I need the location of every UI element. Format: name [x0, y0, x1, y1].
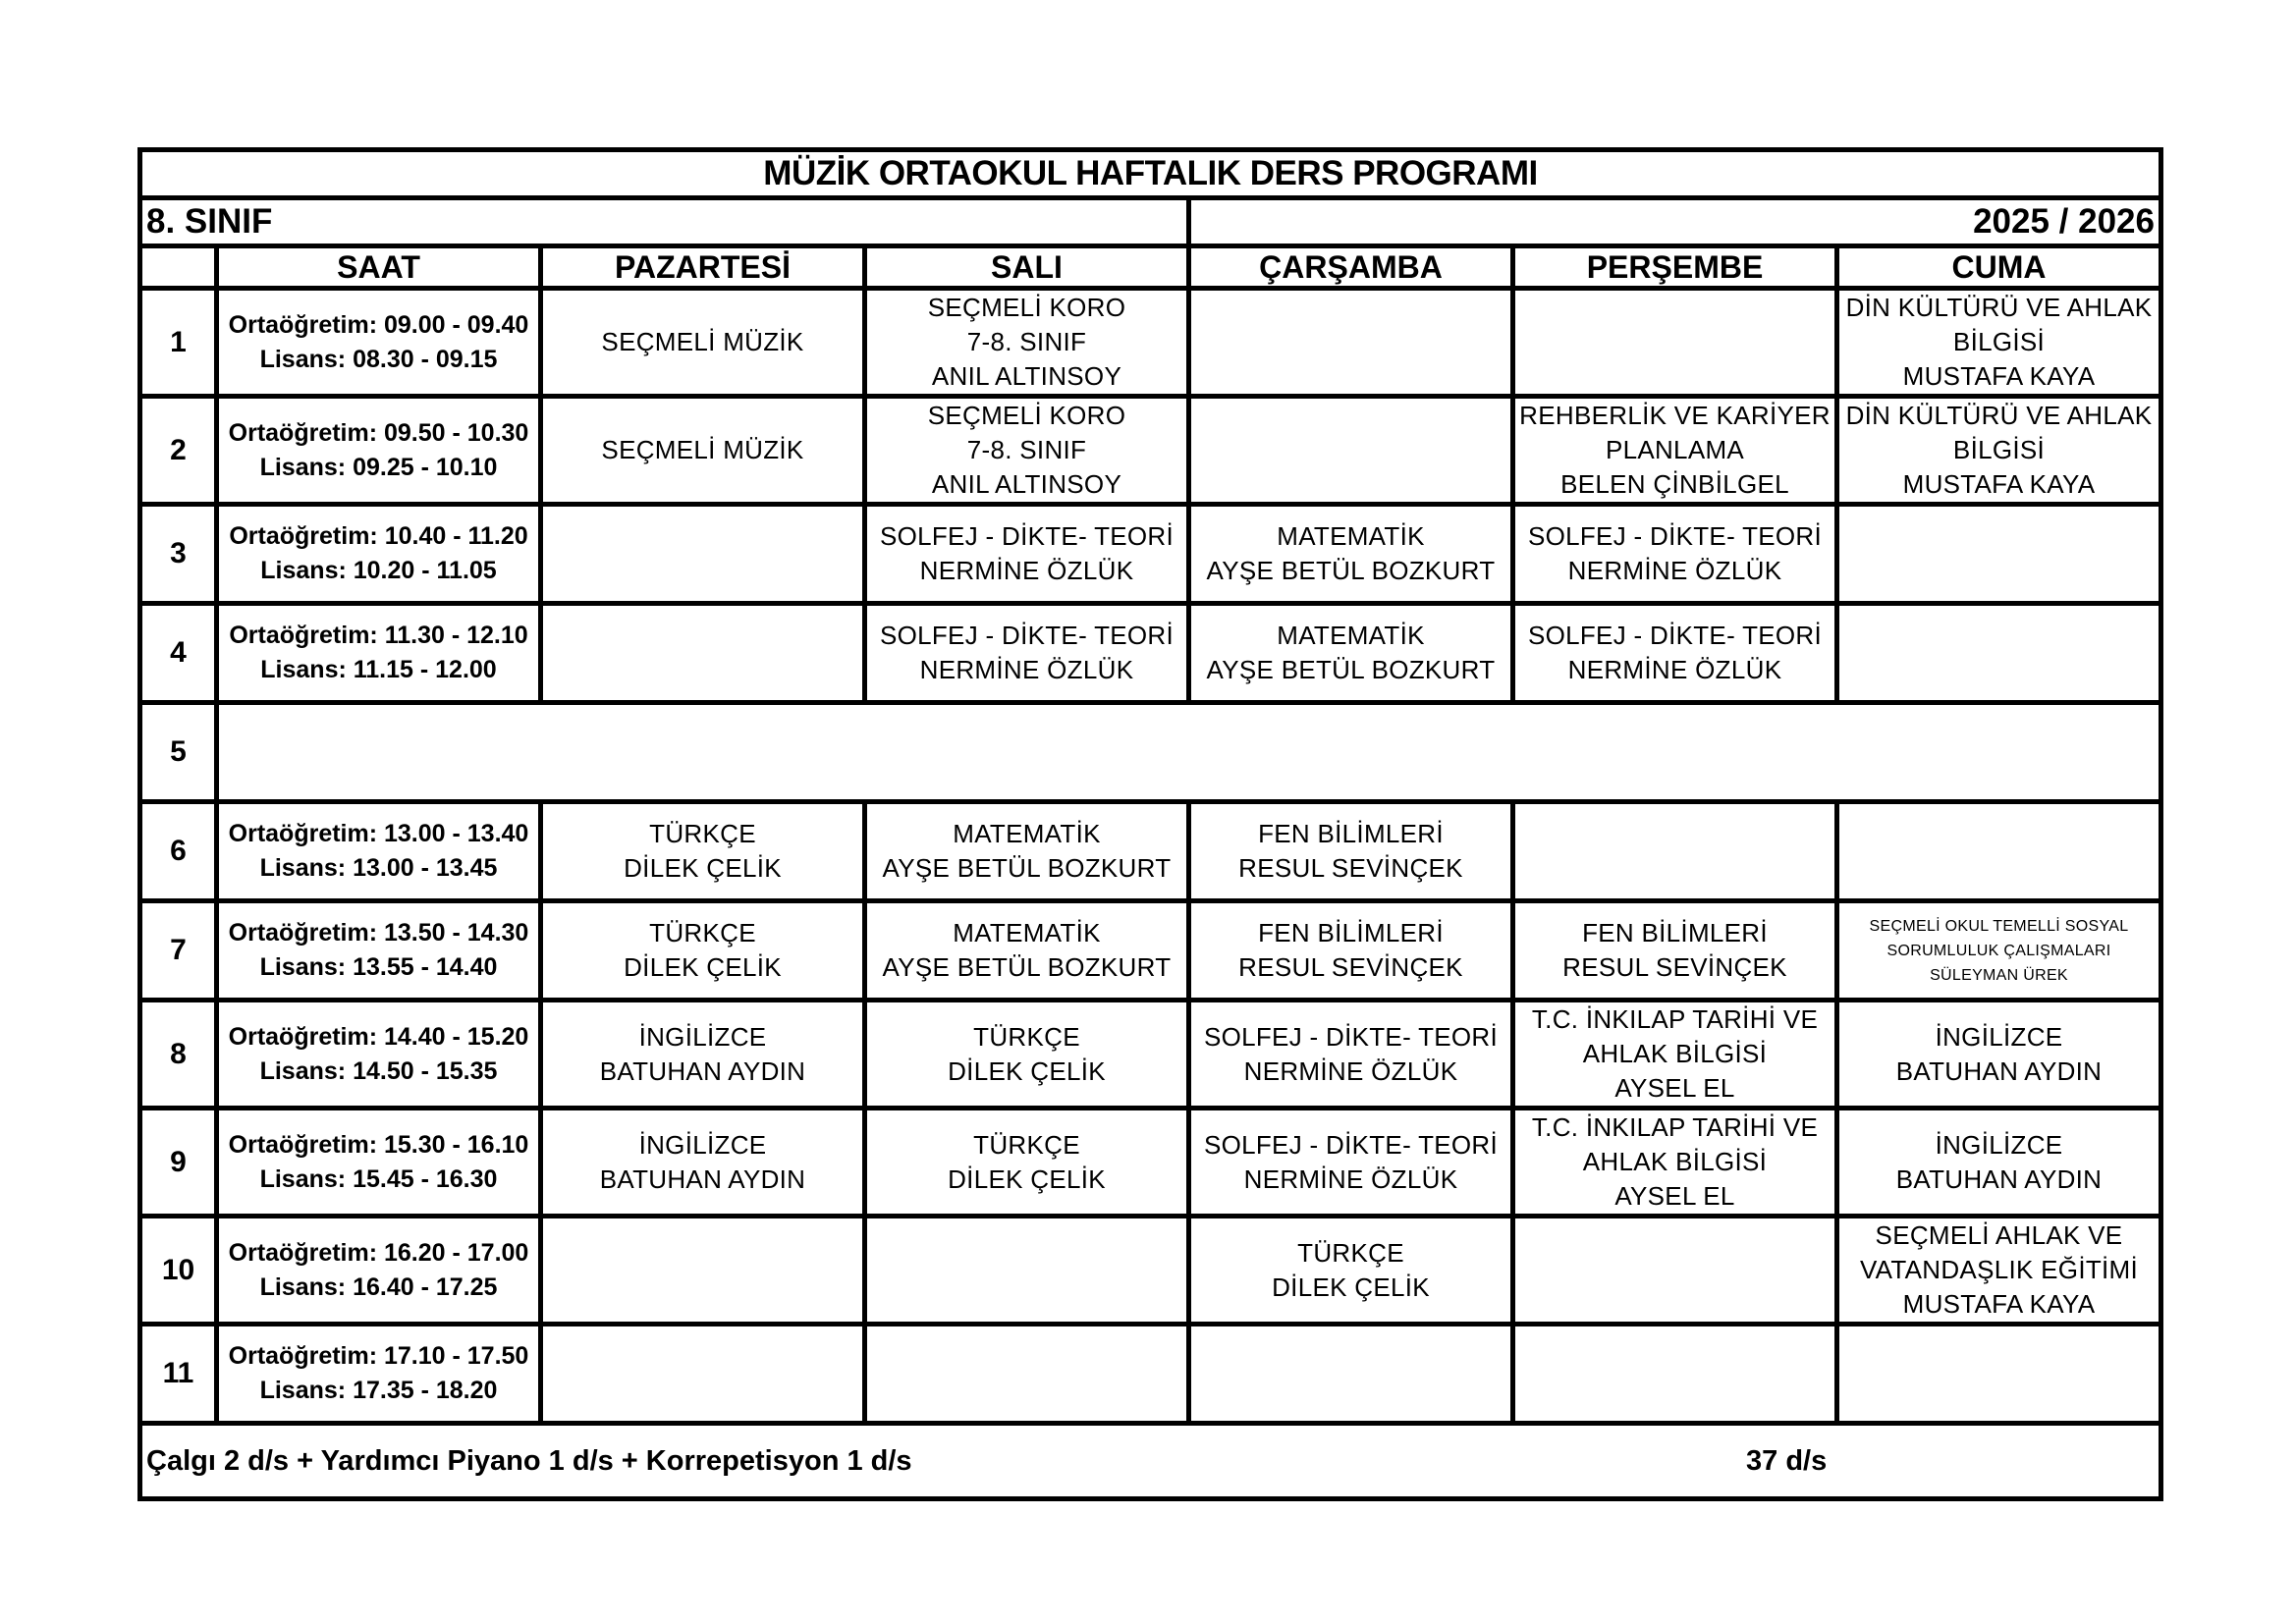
secondary-time: Ortaöğretim: 13.00 - 13.40 [228, 820, 529, 847]
academic-year: 2025 / 2026 [1189, 198, 2161, 246]
header-day-5: CUMA [1837, 246, 2161, 289]
lesson-number: 5 [140, 703, 217, 802]
secondary-time: Ortaöğretim: 15.30 - 16.10 [228, 1130, 529, 1159]
lesson-text: MATEMATİK [1277, 521, 1425, 551]
undergrad-time: Lisans: 16.40 - 17.25 [259, 1272, 498, 1301]
lesson-text: SEÇMELİ OKUL TEMELLİ SOSYAL [1869, 917, 2129, 935]
lesson-text: DİLEK ÇELİK [624, 853, 782, 883]
lesson-text: TÜRKÇE [649, 918, 756, 947]
lesson-text: AYŞE BETÜL BOZKURT [1206, 556, 1496, 585]
header-day-4: PERŞEMBE [1513, 246, 1837, 289]
time-cell [217, 397, 541, 505]
lesson-cell [865, 604, 1189, 703]
lesson-number: 9 [140, 1109, 217, 1217]
class-label: 8. SINIF [140, 198, 1189, 246]
lesson-text: BATUHAN AYDIN [1895, 1056, 2103, 1086]
footer-note: Çalgı 2 d/s + Yardımcı Piyano 1 d/s + Korrepetisyon 1 d/s [146, 1444, 912, 1477]
lesson-cell [1837, 901, 2161, 1001]
lesson-cell [865, 1217, 1189, 1325]
secondary-time: Ortaöğretim: 09.50 - 10.30 [228, 418, 529, 447]
lesson-text: AYŞE BETÜL BOZKURT [1206, 655, 1496, 684]
lesson-text: 7-8. SINIF [966, 327, 1087, 356]
header-day-3: ÇARŞAMBA [1189, 246, 1513, 289]
table-row [140, 1109, 2161, 1217]
lesson-cell [541, 397, 865, 505]
lesson-cell [541, 1109, 865, 1217]
lesson-text: RESUL SEVİNÇEK [1238, 952, 1463, 982]
time-cell [217, 901, 541, 1001]
header-day-1: PAZARTESİ [541, 246, 865, 289]
time-cell [217, 604, 541, 703]
lesson-text: BELEN ÇİNBİLGEL [1560, 469, 1789, 499]
lesson-text: RESUL SEVİNÇEK [1238, 853, 1463, 883]
lesson-cell [1513, 1217, 1837, 1325]
lesson-text: REHBERLİK VE KARİYER [1519, 401, 1831, 430]
lesson-text: DİLEK ÇELİK [624, 952, 782, 982]
lesson-cell [1837, 397, 2161, 505]
table-row [140, 802, 2161, 901]
schedule-sheet [137, 147, 2159, 1501]
lesson-text: FEN BİLİMLERİ [1582, 918, 1768, 947]
lesson-text: AHLAK BİLGİSİ [1582, 1039, 1768, 1068]
lesson-text: MUSTAFA KAYA [1902, 361, 2096, 391]
lesson-text: PLANLAMA [1605, 435, 1745, 464]
lesson-text: TÜRKÇE [649, 819, 756, 848]
lesson-cell [1837, 1001, 2161, 1109]
table-row [140, 289, 2161, 397]
lesson-cell [865, 397, 1189, 505]
lesson-cell [1513, 901, 1837, 1001]
time-cell [217, 505, 541, 604]
lesson-cell [1513, 397, 1837, 505]
lesson-text: SEÇMELİ MÜZİK [601, 327, 804, 356]
header-saat: SAAT [217, 246, 541, 289]
lesson-text: FEN BİLİMLERİ [1258, 819, 1444, 848]
lesson-cell [1513, 1001, 1837, 1109]
lesson-text: BATUHAN AYDIN [1895, 1164, 2103, 1194]
time-cell [217, 802, 541, 901]
lesson-text: TÜRKÇE [1297, 1237, 1404, 1268]
lesson-number: 3 [140, 505, 217, 604]
lesson-text: FEN BİLİMLERİ [1258, 918, 1444, 947]
lesson-cell [1189, 397, 1513, 505]
lesson-text: MUSTAFA KAYA [1902, 469, 2096, 499]
lesson-text: SOLFEJ - DİKTE- TEORİ [1203, 1021, 1499, 1052]
lesson-cell [1189, 1109, 1513, 1217]
time-cell [217, 1001, 541, 1109]
lesson-cell [865, 505, 1189, 604]
lesson-cell [1513, 1325, 1837, 1424]
lesson-number: 11 [140, 1325, 217, 1424]
lesson-text: T.C. İNKILAP TARİHİ VE [1531, 1004, 1819, 1034]
lesson-number: 6 [140, 802, 217, 901]
undergrad-time: Lisans: 13.55 - 14.40 [259, 953, 498, 981]
secondary-time: Ortaöğretim: 17.10 - 17.50 [228, 1342, 529, 1370]
lesson-cell [1837, 1217, 2161, 1325]
lesson-text: SEÇMELİ KORO [927, 293, 1126, 322]
lesson-text: DİN KÜLTÜRÜ VE AHLAK [1845, 293, 2153, 322]
lesson-number: 10 [140, 1217, 217, 1325]
lesson-number: 7 [140, 901, 217, 1001]
lesson-text: SOLFEJ - DİKTE- TEORİ [1527, 521, 1823, 551]
lesson-text: NERMİNE ÖZLÜK [919, 655, 1134, 684]
lesson-text: DİN KÜLTÜRÜ VE AHLAK [1845, 401, 2153, 430]
header-row [140, 246, 2161, 289]
lesson-text: SÜLEYMAN ÜREK [1930, 966, 2068, 984]
lesson-cell [1189, 901, 1513, 1001]
lesson-text: DİLEK ÇELİK [1272, 1272, 1430, 1302]
lesson-cell [1513, 604, 1837, 703]
lesson-cell [541, 901, 865, 1001]
secondary-time: Ortaöğretim: 14.40 - 15.20 [228, 1022, 529, 1051]
lesson-cell [865, 1325, 1189, 1424]
lesson-text: SOLFEJ - DİKTE- TEORİ [1527, 621, 1823, 650]
lesson-text: AYŞE BETÜL BOZKURT [882, 952, 1172, 982]
lesson-text: İNGİLİZCE [638, 1021, 767, 1052]
lesson-text: ANIL ALTINSOY [931, 361, 1122, 391]
lesson-text: TÜRKÇE [973, 1021, 1080, 1052]
lesson-text: 7-8. SINIF [966, 435, 1087, 464]
table-row [140, 1001, 2161, 1109]
header-day-2: SALI [865, 246, 1189, 289]
undergrad-time: Lisans: 13.00 - 13.45 [259, 854, 498, 882]
undergrad-time: Lisans: 11.15 - 12.00 [260, 656, 497, 683]
lesson-cell [1837, 604, 2161, 703]
lesson-number: 8 [140, 1001, 217, 1109]
table-row [140, 397, 2161, 505]
table-row [140, 703, 2161, 802]
lesson-text: SORUMLULUK ÇALIŞMALARI [1886, 942, 2111, 959]
lesson-text: SOLFEJ - DİKTE- TEORİ [1203, 1129, 1499, 1160]
lesson-cell [865, 1001, 1189, 1109]
lesson-cell [1189, 1217, 1513, 1325]
table-row [140, 901, 2161, 1001]
lesson-cell [1189, 1325, 1513, 1424]
lesson-text: MATEMATİK [1277, 621, 1425, 650]
lesson-cell [865, 901, 1189, 1001]
lesson-number: 4 [140, 604, 217, 703]
lesson-text: AYŞE BETÜL BOZKURT [882, 853, 1172, 883]
lesson-text: SEÇMELİ MÜZİK [601, 435, 804, 464]
lesson-cell [1837, 1325, 2161, 1424]
schedule-body [140, 289, 2161, 1424]
lesson-text: MATEMATİK [953, 918, 1101, 947]
lesson-text: NERMİNE ÖZLÜK [1567, 655, 1782, 684]
lesson-number: 1 [140, 289, 217, 397]
lesson-text: AYSEL EL [1614, 1181, 1735, 1211]
undergrad-time: Lisans: 15.45 - 16.30 [259, 1164, 498, 1193]
lesson-text: SOLFEJ - DİKTE- TEORİ [879, 521, 1175, 551]
schedule-table [137, 147, 2163, 1501]
lesson-text: SEÇMELİ KORO [927, 401, 1126, 430]
lesson-text: SEÇMELİ AHLAK VE [1875, 1220, 2123, 1250]
time-cell [217, 1109, 541, 1217]
lesson-cell [865, 289, 1189, 397]
table-row [140, 1217, 2161, 1325]
secondary-time: Ortaöğretim: 13.50 - 14.30 [228, 919, 529, 947]
time-cell [217, 1217, 541, 1325]
lesson-text: NERMİNE ÖZLÜK [1567, 556, 1782, 585]
lesson-text: BATUHAN AYDIN [599, 1056, 806, 1086]
header-blank [140, 246, 217, 289]
lesson-text: SOLFEJ - DİKTE- TEORİ [879, 621, 1175, 650]
lesson-text: DİLEK ÇELİK [948, 1056, 1106, 1086]
lesson-cell [1513, 505, 1837, 604]
undergrad-time: Lisans: 09.25 - 10.10 [259, 453, 498, 481]
table-row [140, 604, 2161, 703]
lesson-text: NERMİNE ÖZLÜK [919, 556, 1134, 585]
lesson-text: İNGİLİZCE [638, 1129, 767, 1160]
lesson-cell [865, 1109, 1189, 1217]
lesson-cell [1189, 505, 1513, 604]
lesson-cell [541, 604, 865, 703]
lesson-cell [541, 1001, 865, 1109]
secondary-time: Ortaöğretim: 16.20 - 17.00 [228, 1238, 529, 1267]
lesson-cell [1189, 802, 1513, 901]
lesson-text: NERMİNE ÖZLÜK [1243, 1164, 1458, 1194]
undergrad-time: Lisans: 08.30 - 09.15 [259, 345, 498, 373]
lesson-cell [865, 802, 1189, 901]
lesson-cell [1513, 289, 1837, 397]
lesson-cell [541, 1325, 865, 1424]
table-row [140, 505, 2161, 604]
lesson-cell [541, 289, 865, 397]
secondary-time: Ortaöğretim: 11.30 - 12.10 [229, 622, 528, 649]
lesson-text: MATEMATİK [953, 819, 1101, 848]
lesson-cell [1189, 604, 1513, 703]
page-title: MÜZİK ORTAOKUL HAFTALIK DERS PROGRAMI [140, 150, 2161, 198]
lesson-text: BATUHAN AYDIN [599, 1164, 806, 1194]
lesson-cell [541, 1217, 865, 1325]
lesson-text: RESUL SEVİNÇEK [1562, 952, 1787, 982]
lesson-text: MUSTAFA KAYA [1902, 1289, 2096, 1319]
secondary-time: Ortaöğretim: 09.00 - 09.40 [228, 310, 529, 339]
lesson-text: AHLAK BİLGİSİ [1582, 1147, 1768, 1176]
lesson-text: T.C. İNKILAP TARİHİ VE [1531, 1112, 1819, 1142]
lesson-cell [1189, 289, 1513, 397]
lesson-cell [1189, 1001, 1513, 1109]
lesson-cell [1837, 505, 2161, 604]
lesson-text: İNGİLİZCE [1935, 1021, 2063, 1052]
undergrad-time: Lisans: 10.20 - 11.05 [260, 557, 497, 584]
lesson-text: BİLGİSİ [1952, 327, 2046, 356]
lunch-break-cell [217, 703, 2161, 802]
time-cell [217, 1325, 541, 1424]
lesson-cell [1837, 289, 2161, 397]
lesson-cell [1837, 1109, 2161, 1217]
footer-cell [140, 1424, 2161, 1499]
lesson-cell [541, 505, 865, 604]
undergrad-time: Lisans: 17.35 - 18.20 [259, 1377, 498, 1404]
lesson-text: İNGİLİZCE [1935, 1129, 2063, 1160]
secondary-time: Ortaöğretim: 10.40 - 11.20 [229, 522, 528, 550]
lesson-cell [541, 802, 865, 901]
lesson-text: VATANDAŞLIK EĞİTİMİ [1859, 1255, 2139, 1284]
table-row [140, 1325, 2161, 1424]
lesson-text: ANIL ALTINSOY [931, 469, 1122, 499]
undergrad-time: Lisans: 14.50 - 15.35 [259, 1056, 498, 1085]
lesson-cell [1513, 802, 1837, 901]
lesson-text: NERMİNE ÖZLÜK [1243, 1056, 1458, 1086]
lesson-text: TÜRKÇE [973, 1129, 1080, 1160]
lesson-number: 2 [140, 397, 217, 505]
footer-total: 37 d/s [1746, 1444, 1828, 1477]
lesson-text: BİLGİSİ [1952, 435, 2046, 464]
lesson-text: DİLEK ÇELİK [948, 1164, 1106, 1194]
lesson-cell [1513, 1109, 1837, 1217]
lesson-text: AYSEL EL [1614, 1073, 1735, 1103]
time-cell [217, 289, 541, 397]
lesson-cell [1837, 802, 2161, 901]
